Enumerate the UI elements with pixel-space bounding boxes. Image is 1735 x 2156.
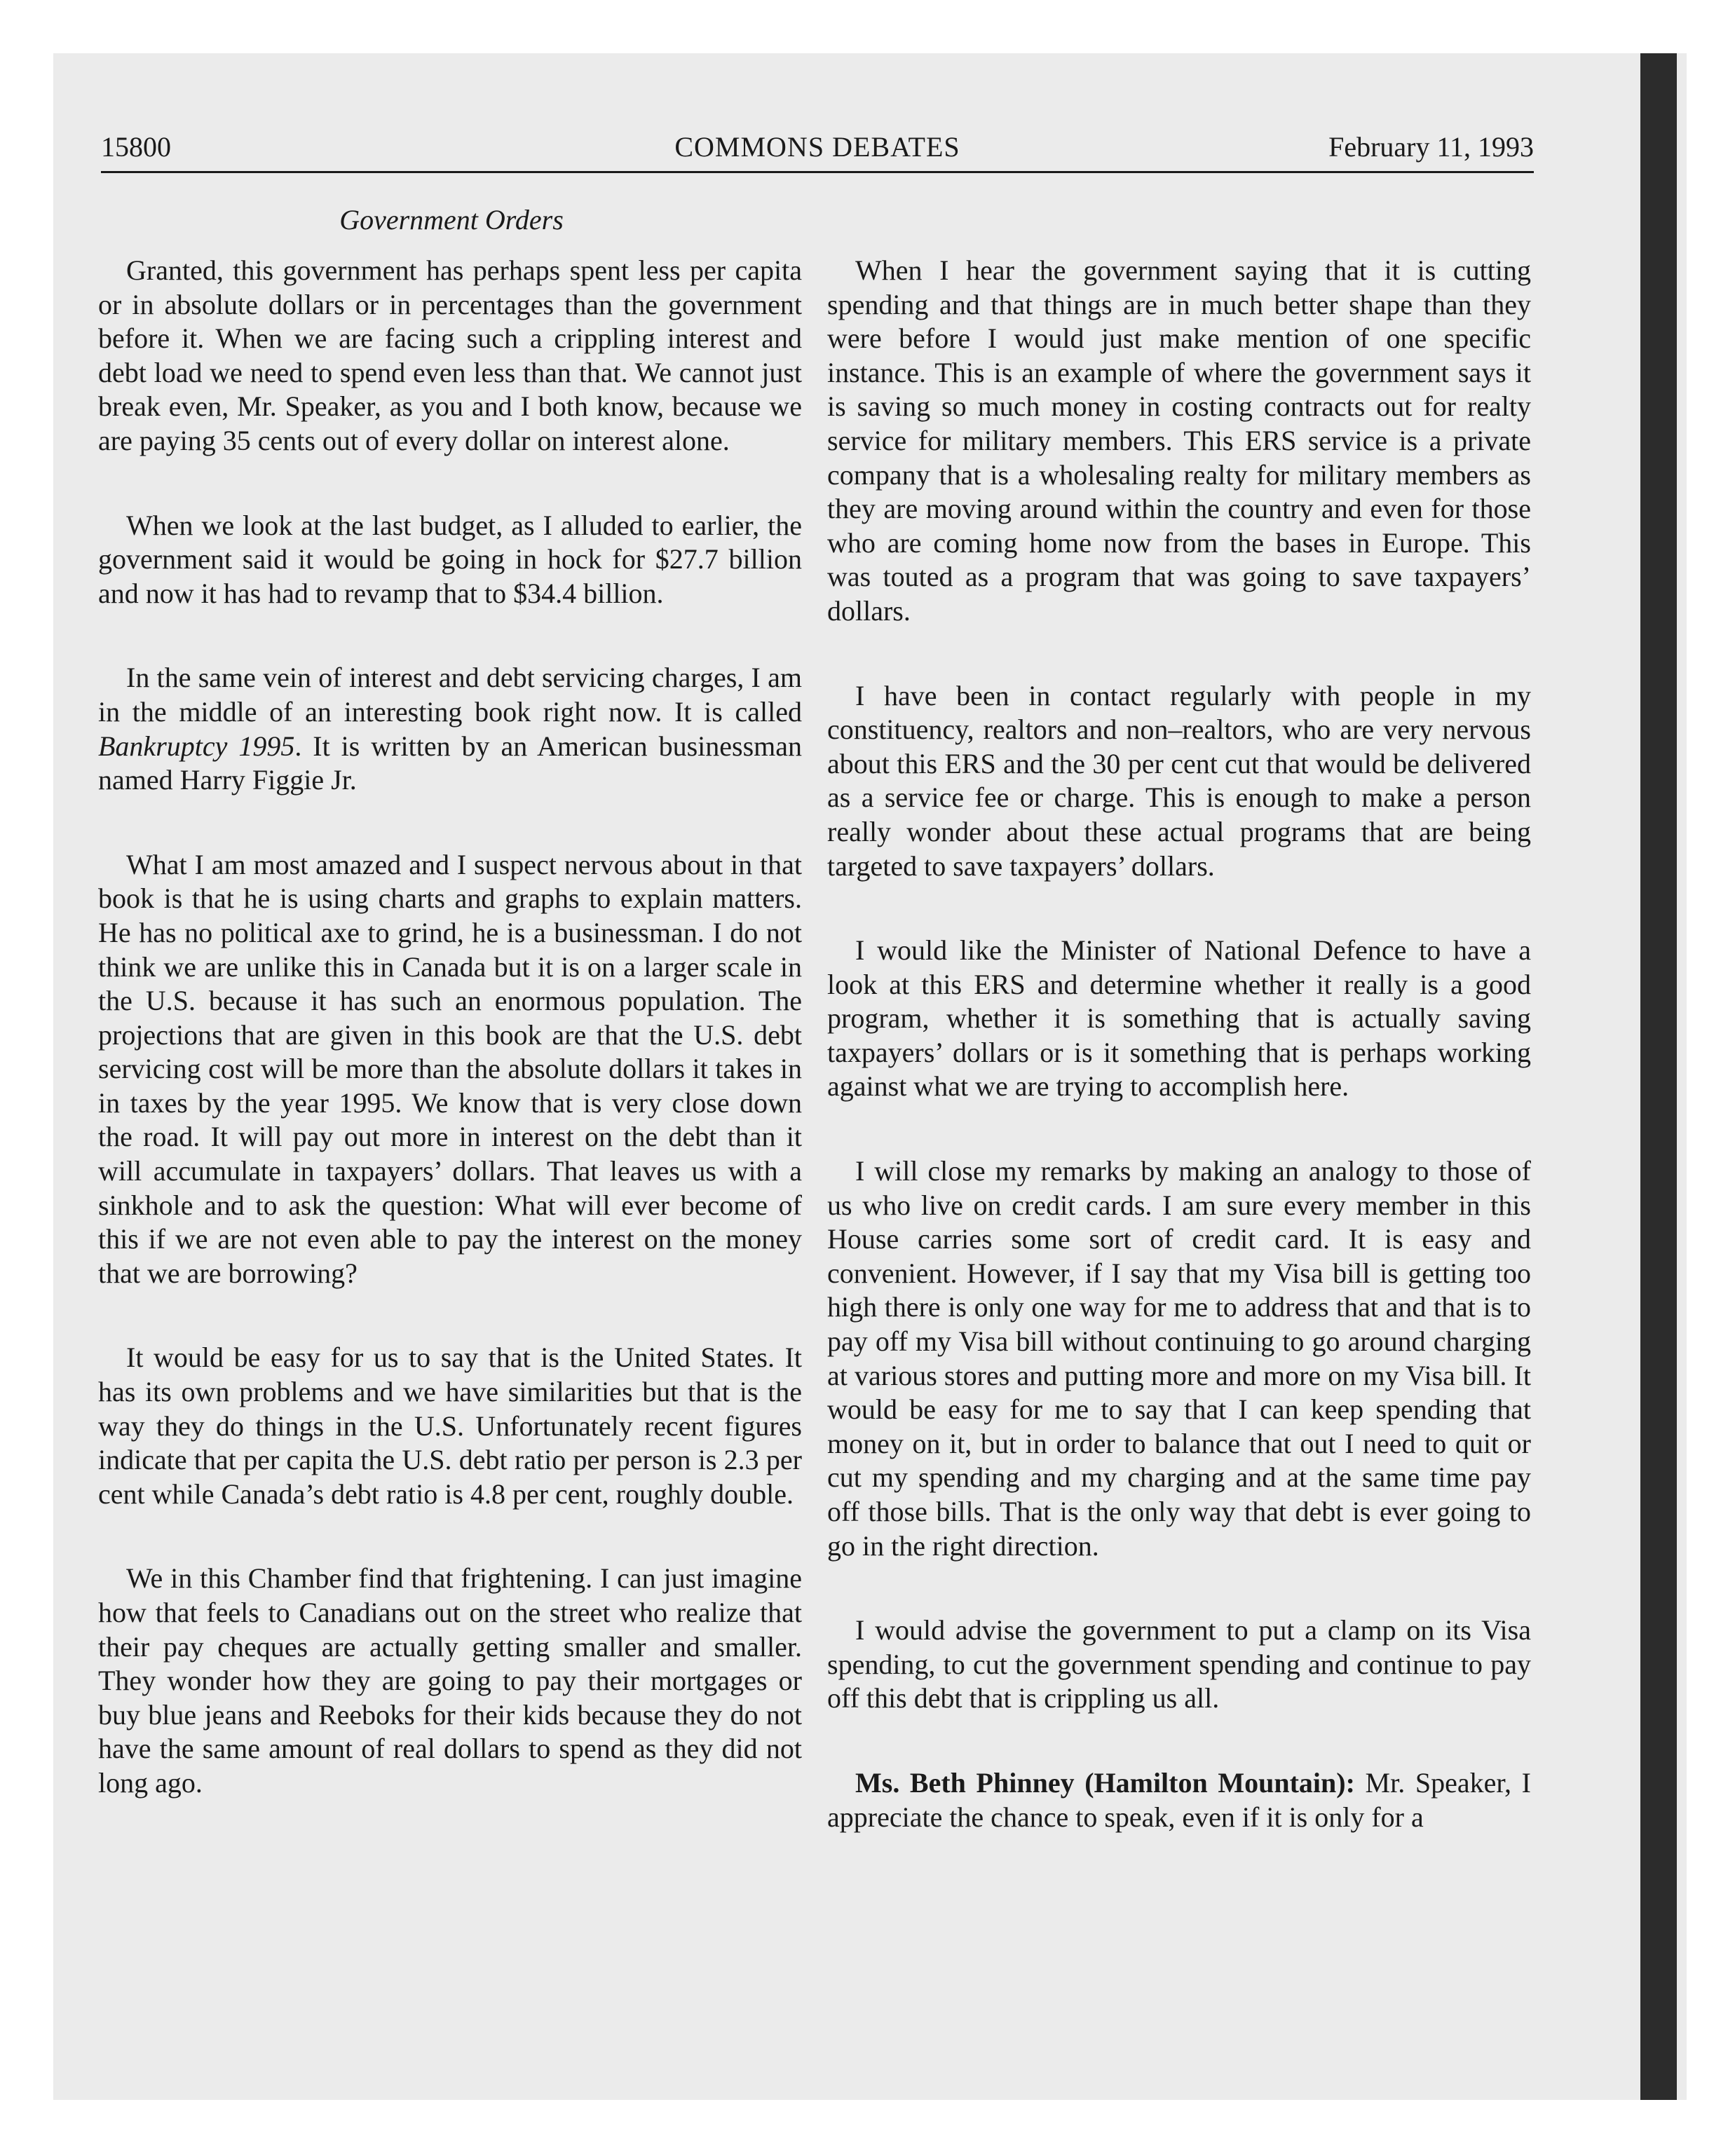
speaker-name: Ms. Beth Phinney (Hamilton Mountain): bbox=[855, 1766, 1355, 1799]
right-column bbox=[827, 254, 1531, 1834]
paragraph: I would like the Minister of National Defence to have a look at this ERS and determine whether it really is a good program, whether it is something that is actually saving taxpayers’ dollars or is it something that is perhaps working against what we are trying to accomplish here. bbox=[827, 934, 1531, 1103]
page-number: 15800 bbox=[101, 131, 171, 163]
paragraph bbox=[98, 509, 802, 611]
header-date: February 11, 1993 bbox=[1328, 131, 1534, 163]
paragraph-text: When we look at the last budget, as I alluded to earlier, the government said it would be going in hock for $27.7 billion and now it has had to revamp that to $34.4 billion. bbox=[98, 509, 802, 609]
paragraph: We in this Chamber find that frightening. I can just imagine how that feels to Canadians out on the street who realize that their pay cheques are actually getting smaller and smaller. They wonder how they are going to pay their mortgages or buy blue jeans and Reeboks for their kids because they do not have the same amount of real dollars to spend as they did not long ago. bbox=[98, 1562, 802, 1799]
header-rule bbox=[101, 171, 1534, 173]
running-header bbox=[101, 125, 1534, 170]
publication-title: COMMONS DEBATES bbox=[674, 131, 960, 163]
paragraph-text: In the same vein of interest and debt servicing charges, I am in the middle of an interesting book right now. It is called bbox=[98, 662, 802, 728]
book-title: Bankruptcy 1995 bbox=[98, 730, 295, 762]
paragraph: It would be easy for us to say that is the United States. It has its own problems and we have similarities but that is the way they do things in the U.S. Unfortunately recent figures indicate that per capita the U.S. debt ratio per person is 2.3 per cent while Canada’s debt ratio is 4.8 per cent, roughly double. bbox=[98, 1342, 802, 1510]
paragraph: What I am most amazed and I suspect nervous about in that book is that he is using charts and graphs to explain matters. He has no political axe to grind, he is a businessman. I do not think we are unlike this in Canada but it is on a larger scale in the U.S. because it has such an enormous population. The projections that are given in this book are that the U.S. debt servicing cost will be more than the absolute dollars it takes in in taxes by the year 1995. We know that is very close down the road. It will pay out more in interest on the debt than it will accumulate in taxpayers’ dollars. That leaves us with a sinkhole and to ask the question: What will ever become of this if we are not even able to pay the interest on the money that we are borrowing? bbox=[98, 848, 802, 1289]
paragraph bbox=[827, 1766, 1531, 1834]
paragraph: Granted, this government has perhaps spent less per capita or in absolute dollars or in percentages than the government before it. When we are facing such a crippling interest and debt load we need to spend even less than that. We cannot just break even, Mr. Speaker, as you and I both know, because we are paying 35 cents out of every dollar on interest alone. bbox=[98, 254, 802, 456]
paragraph: I will close my remarks by making an analogy to those of us who live on credit cards. I am sure every member in this House carries some sort of credit card. It is easy and convenient. However, if I say that my Visa bill is getting too high there is only one way for me to address that and that is to pay off my Visa bill without continuing to go around charging at various stores and putting more and more on my Visa bill. It would be easy for me to say that I can keep spending that money on it, but in order to balance that out I need to quit or cut my spending and my charging and at the same time pay off those bills. That is the only way that debt is ever going to go in the right direction. bbox=[827, 1155, 1531, 1562]
scan-edge-shadow bbox=[1640, 53, 1677, 2100]
paragraph-text: Mr. Speaker, I appreciate the chance to speak, even if it is only for a bbox=[827, 1766, 1531, 1833]
paragraph: I would advise the government to put a clamp on its Visa spending, to cut the government spending and continue to pay off this debt that is crippling us all. bbox=[827, 1614, 1531, 1714]
section-heading: Government Orders bbox=[339, 204, 564, 236]
left-column bbox=[98, 254, 802, 1801]
paragraph-text: . It is written by an American businessman named Harry Figgie Jr. bbox=[98, 730, 803, 796]
paragraph: I have been in contact regularly with people in my constituency, realtors and non–realtors, who are very nervous about this ERS and the 30 per cent cut that would be delivered as a service fee or charge. This is enough to make a person really wonder about these actual programs that are being targeted to save taxpayers’ dollars. bbox=[827, 679, 1531, 882]
paragraph bbox=[98, 661, 802, 797]
paragraph: When I hear the government saying that it is cutting spending and that things are in much better shape than they were before I would just make mention of one specific instance. This is an example of where the government says it is saving so much money in costing contracts out for realty service for military members. This ERS service is a private company that is a wholesaling realty for military members as they are moving around within the country and even for those who are coming home now from the bases in Europe. This was touted as a program that was going to save taxpayers’ dollars. bbox=[827, 254, 1531, 627]
